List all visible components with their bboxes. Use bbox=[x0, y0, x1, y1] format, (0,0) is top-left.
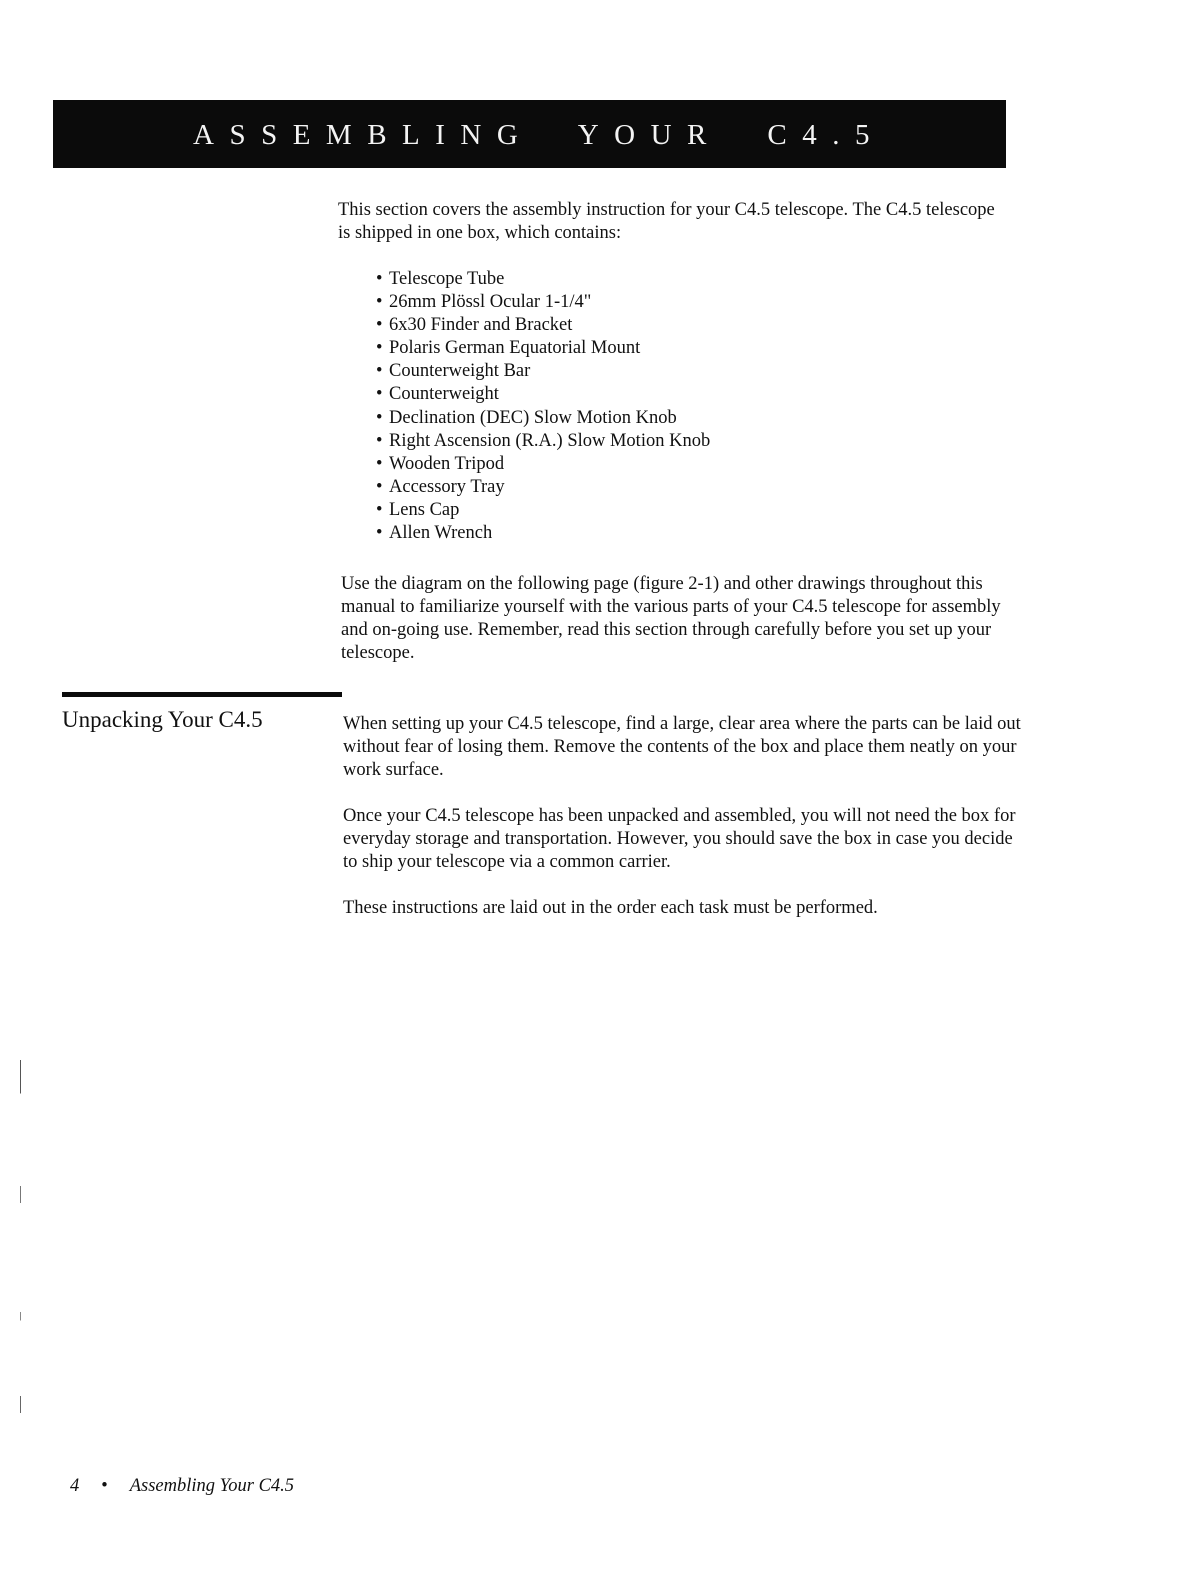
list-item: • 26mm Plössl Ocular 1-1/4" bbox=[376, 291, 710, 314]
list-item: • Declination (DEC) Slow Motion Knob bbox=[376, 407, 710, 430]
list-item: • Accessory Tray bbox=[376, 476, 710, 499]
footer-separator: • bbox=[101, 1476, 108, 1496]
chapter-title: ASSEMBLING YOUR C4.5 bbox=[193, 119, 885, 151]
page-number: 4 bbox=[70, 1476, 80, 1496]
list-item: • Telescope Tube bbox=[376, 268, 710, 291]
parts-list bbox=[376, 268, 710, 545]
list-item: • Counterweight Bar bbox=[376, 360, 710, 383]
list-item: • Counterweight bbox=[376, 383, 710, 406]
footer-title: Assembling Your C4.5 bbox=[129, 1476, 295, 1496]
list-item: • 6x30 Finder and Bracket bbox=[376, 314, 710, 337]
unpacking-paragraph: These instructions are laid out in the order each task must be performed. bbox=[343, 898, 878, 918]
diagram-note-paragraph: Use the diagram on the following page (figure 2-1) and other drawings throughout this manual to familiarize yourself with the various parts of your C4.5 telescope for assembly and on-going use. Remember, read this section through carefully before you set up your telescope. bbox=[341, 574, 1001, 663]
unpacking-paragraph: When setting up your C4.5 telescope, find a large, clear area where the parts can be laid out without fear of losing them. Remove the contents of the box and place them neatly on your work surface. bbox=[343, 714, 1021, 780]
section-heading-unpacking: Unpacking Your C4.5 bbox=[62, 707, 263, 732]
page-footer bbox=[70, 1475, 294, 1497]
list-item: • Right Ascension (R.A.) Slow Motion Knob bbox=[376, 430, 710, 453]
list-item: • Polaris German Equatorial Mount bbox=[376, 337, 710, 360]
list-item: • Allen Wrench bbox=[376, 522, 710, 545]
unpacking-paragraph: Once your C4.5 telescope has been unpacked and assembled, you will not need the box for everyday storage and transportation. However, you should save the box in case you decide to ship your telescope via a common carrier. bbox=[343, 806, 1016, 872]
list-item: • Wooden Tripod bbox=[376, 453, 710, 476]
section-divider bbox=[62, 692, 342, 697]
intro-paragraph: This section covers the assembly instruction for your C4.5 telescope. The C4.5 telescope is shipped in one box, which contains: bbox=[338, 200, 995, 243]
scan-edge-mark bbox=[20, 1060, 21, 1480]
list-item: • Lens Cap bbox=[376, 499, 710, 522]
